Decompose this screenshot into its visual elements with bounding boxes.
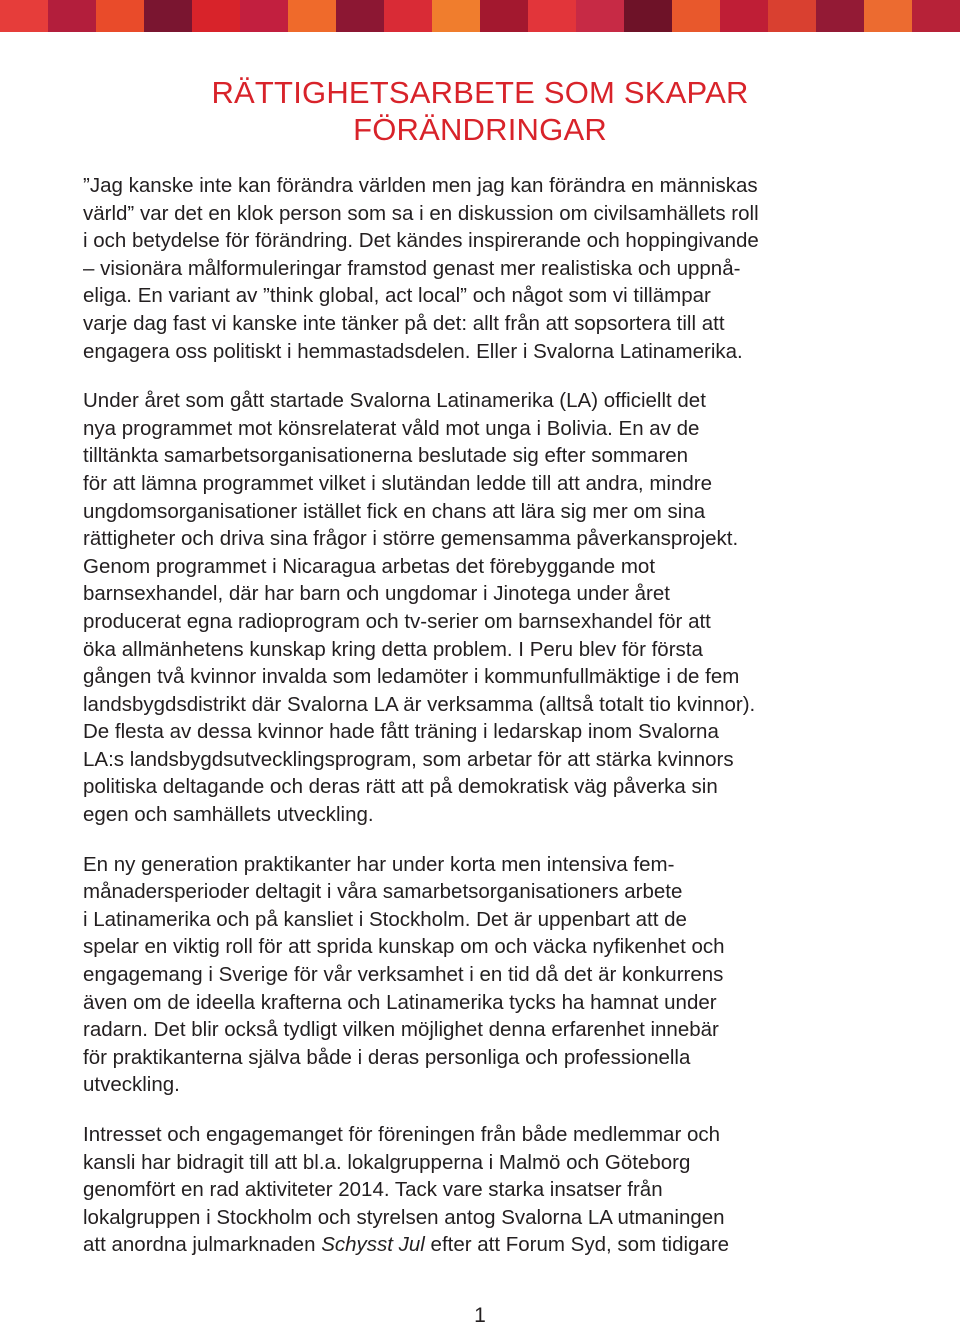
page-number: 1: [474, 1304, 486, 1327]
color-stripe: [432, 0, 480, 32]
text-line: barnsexhandel, där har barn och ungdomar i Jinotega under året: [83, 582, 670, 606]
text-line: genomfört en rad aktiviteter 2014. Tack vare starka insatser från: [83, 1178, 663, 1202]
text-line: tilltänkta samarbetsorganisationerna beslutade sig efter sommaren: [83, 444, 689, 468]
color-stripe: [48, 0, 96, 32]
text-line: rättigheter och driva sina frågor i större gemensamma påverkansprojekt.: [83, 527, 739, 551]
text-line-mixed: [83, 1231, 883, 1259]
text-line: engagemang i Sverige för vår verksamhet i en tid då det är konkurrens: [83, 963, 724, 987]
text-line: varje dag fast vi kanske inte tänker på det: allt från att sopsortera till att: [83, 311, 725, 335]
text-line: Intresset och engagemanget för föreningen från både medlemmar och: [83, 1123, 721, 1146]
color-stripe: [624, 0, 672, 32]
color-stripe: [816, 0, 864, 32]
paragraph-interns: [83, 851, 883, 1099]
text-line: kansli har bidragit till att bl.a. lokalgrupperna i Malmö och Göteborg: [83, 1150, 691, 1174]
paragraph-engagement: [83, 1121, 883, 1259]
text-line: Genom programmet i Nicaragua arbetas det förebyggande mot: [83, 554, 656, 578]
color-stripe: [528, 0, 576, 32]
text-line: De flesta av dessa kvinnor hade fått träning i ledarskap inom Svalorna: [83, 720, 719, 744]
text-line: i Latinamerika och på kansliet i Stockholm. Det är uppenbart att de: [83, 907, 687, 931]
color-stripe: [384, 0, 432, 32]
text-line: En ny generation praktikanter har under korta men intensiva fem-: [83, 852, 675, 876]
color-stripe: [192, 0, 240, 32]
color-stripe: [240, 0, 288, 32]
paragraph-intro: [83, 172, 883, 365]
text-line: för praktikanterna själva både i deras personliga och professionella: [83, 1045, 691, 1069]
text-line: öka allmänhetens kunskap kring detta problem. I Peru blev för första: [83, 637, 703, 661]
title-line-2: FÖRÄNDRINGAR: [353, 112, 607, 147]
color-stripe: [720, 0, 768, 32]
text-line: producerat egna radioprogram och tv-serier om barnsexhandel för att: [83, 609, 711, 633]
text-line: månadersperioder deltagit i våra samarbetsorganisationers arbete: [83, 880, 683, 904]
text-line: för att lämna programmet vilket i slutändan ledde till att andra, mindre: [83, 471, 712, 495]
italic-event-name: Schysst Jul: [321, 1233, 425, 1257]
color-stripe: [672, 0, 720, 32]
text-line: nya programmet mot könsrelaterat våld mot unga i Bolivia. En av de: [83, 416, 700, 440]
text-line: landsbygdsdistrikt där Svalorna LA är verksamma (alltså totalt tio kvinnor).: [83, 692, 756, 716]
text-line: ungdomsorganisationer istället fick en chans att lära sig mer om sina: [83, 499, 706, 523]
text-line: egen och samhällets utveckling.: [83, 803, 374, 827]
page-title: [0, 74, 960, 148]
title-line-1: RÄTTIGHETSARBETE SOM SKAPAR: [211, 75, 749, 110]
body-text: [83, 172, 883, 1281]
color-stripe: [144, 0, 192, 32]
paragraph-programs: [83, 387, 883, 829]
color-stripe: [480, 0, 528, 32]
header-stripe-bar: [0, 0, 960, 32]
text-run: efter att Forum Syd, som tidigare: [424, 1233, 730, 1257]
text-line: gången två kvinnor invalda som ledamöter i kommunfullmäktige i de fem: [83, 665, 740, 689]
text-line: ”Jag kanske inte kan förändra världen men jag kan förändra en människas: [83, 174, 758, 197]
color-stripe: [768, 0, 816, 32]
text-run: att anordna julmarknaden: [83, 1233, 322, 1257]
text-line: i och betydelse för förändring. Det kändes inspirerande och hoppingivande: [83, 229, 759, 253]
text-line: lokalgruppen i Stockholm och styrelsen antog Svalorna LA utmaningen: [83, 1205, 725, 1229]
text-line: Under året som gått startade Svalorna Latinamerika (LA) officiellt det: [83, 389, 706, 413]
color-stripe: [576, 0, 624, 32]
text-line: värld” var det en klok person som sa i en diskussion om civilsamhällets roll: [83, 201, 759, 225]
color-stripe: [288, 0, 336, 32]
text-line: engagera oss politiskt i hemmastadsdelen. Eller i Svalorna Latinamerika.: [83, 339, 743, 363]
text-line: även om de ideella krafterna och Latinamerika tycks ha hamnat under: [83, 990, 717, 1014]
text-line: utveckling.: [83, 1073, 180, 1097]
color-stripe: [912, 0, 960, 32]
text-line: politiska deltagande och deras rätt att på demokratisk väg påverka sin: [83, 775, 718, 799]
color-stripe: [864, 0, 912, 32]
color-stripe: [0, 0, 48, 32]
text-line: radarn. Det blir också tydligt vilken möjlighet denna erfarenhet innebär: [83, 1018, 719, 1042]
color-stripe: [336, 0, 384, 32]
text-line: eliga. En variant av ”think global, act local” och något som vi tillämpar: [83, 284, 711, 308]
text-line: – visionära målformuleringar framstod genast mer realistiska och uppnå-: [83, 256, 741, 280]
text-line: spelar en viktig roll för att sprida kunskap om och väcka nyfikenhet och: [83, 935, 725, 959]
color-stripe: [96, 0, 144, 32]
text-line: LA:s landsbygdsutvecklingsprogram, som arbetar för att stärka kvinnors: [83, 747, 734, 771]
